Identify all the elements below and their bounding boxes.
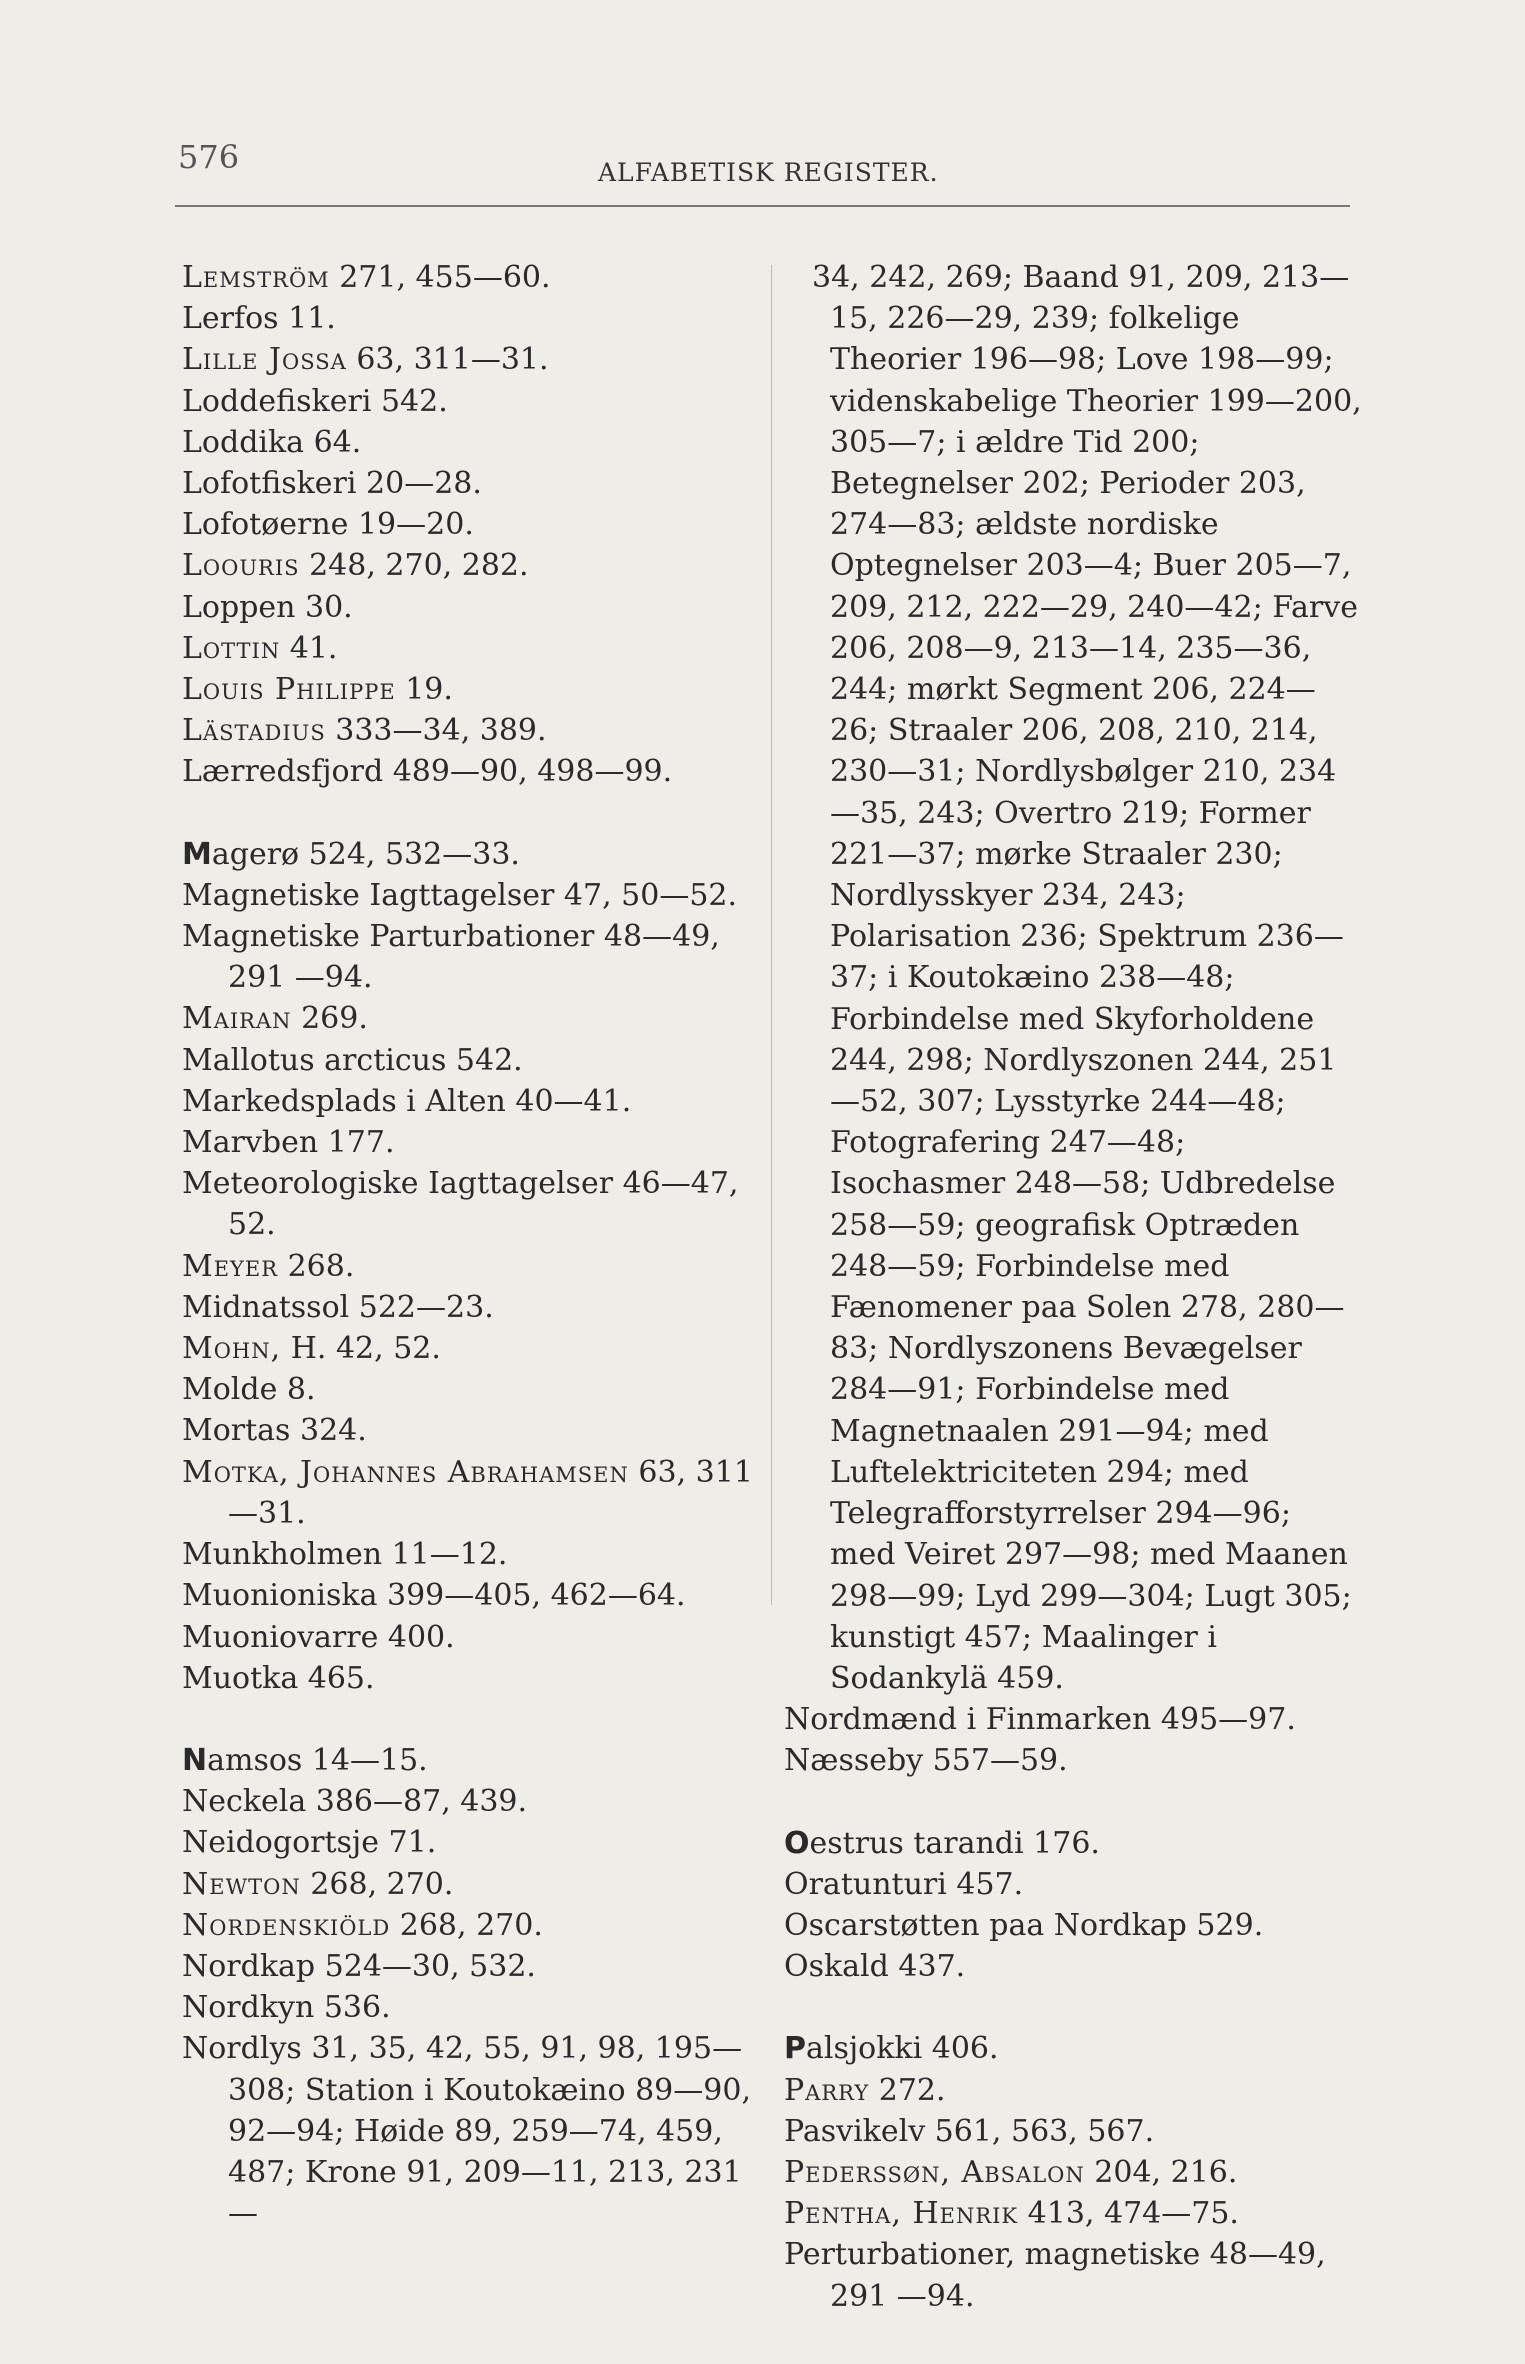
entry-pages: 271, 455—60. bbox=[329, 260, 551, 295]
entry-name: Pentha, Henrik bbox=[784, 2196, 1019, 2232]
index-entry bbox=[182, 463, 762, 504]
entry-text: Lofotøerne 19—20. bbox=[182, 507, 474, 543]
entry-text: Nordkyn 536. bbox=[182, 1990, 391, 2026]
index-entry bbox=[182, 1534, 762, 1575]
index-entry bbox=[182, 1328, 762, 1369]
section-gap bbox=[182, 1699, 762, 1740]
entry-name: Lemström bbox=[182, 260, 330, 295]
index-entry bbox=[182, 545, 762, 586]
entry-text: agerø 524, 532—33. bbox=[211, 836, 520, 872]
index-entry bbox=[182, 1987, 762, 2028]
entry-text: 34, 242, 269; Baand 91, 209, 213—15, 226—29, 239; folkelige Theorier 196—98; Love 198—99; videnskabelige Theorier 199—200, 305—7; i ældre Tid 200; Betegnelser 202; Perioder 203, 274—83; ældste nordiske Optegnelser 203—4; Buer 205—7, 209, 212, 222—29, 240—42; Farve 206, 208—9, 213—14, 235—36, 244; mørkt Segment 206, 224—26; Straaler 206, 208, 210, 214, 230—31; Nordlysbølger 210, 234—35, 243; Overtro 219; Former 221—37; mørke Straaler 230; Nordlysskyer 234, 243; Polarisation 236; Spektrum 236—37; i Koutokæino 238—48; Forbindelse med Skyforholdene 244, 298; Nordlyszonen 244, 251—52, 307; Lysstyrke 244—48; Fotografering 247—48; Isochasmer 248—58; Udbredelse 258—59; geografisk Optræden 248—59; Forbindelse med Fænomener paa Solen 278, 280—83; Nordlyszonens Bevægelser 284—91; Forbindelse med Magnetnaalen 291—94; med Luftelektriciteten 294; med Telegrafforstyrrelser 294—96; med Veiret 297—98; med Maanen 298—99; Lyd 299—304; Lugt 305; kunstigt 457; Maalinger i Sodankylä 459. bbox=[812, 260, 1362, 1696]
column-divider bbox=[771, 265, 772, 1605]
entry-pages: 248, 270, 282. bbox=[299, 548, 529, 584]
index-entry bbox=[182, 1287, 762, 1328]
entry-name: Lille Jossa bbox=[182, 342, 347, 378]
index-entry bbox=[182, 1740, 762, 1781]
entry-name: Parry bbox=[784, 2072, 870, 2108]
index-entry bbox=[182, 422, 762, 463]
entry-text: Mortas 324. bbox=[182, 1413, 367, 1449]
index-entry bbox=[182, 1081, 762, 1122]
index-entry bbox=[182, 998, 762, 1039]
index-entry bbox=[182, 710, 762, 751]
index-entry bbox=[182, 1040, 762, 1081]
entry-pages: 268, 270. bbox=[390, 1907, 543, 1943]
section-gap bbox=[182, 793, 762, 834]
entry-text: Mallotus arcticus 542. bbox=[182, 1042, 523, 1078]
index-entry bbox=[784, 2152, 1364, 2193]
entry-text: Midnatssol 522—23. bbox=[182, 1289, 494, 1325]
index-entry bbox=[784, 1905, 1364, 1946]
index-entry bbox=[182, 381, 762, 422]
entry-name: Pederssøn, Absalon bbox=[784, 2154, 1085, 2190]
entry-text: estrus tarandi 176. bbox=[809, 1825, 1100, 1861]
entry-pages: 41. bbox=[280, 630, 338, 666]
entry-initial: P bbox=[784, 2031, 806, 2067]
index-entry bbox=[784, 2111, 1364, 2152]
index-entry bbox=[182, 834, 762, 875]
entry-text: Nordlys 31, 35, 42, 55, 91, 98, 195—308; Station i Koutokæino 89—90, 92—94; Høide 89, 259—74, 459, 487; Krone 91, 209—11, 213, 231— bbox=[182, 2031, 751, 2232]
index-entry bbox=[182, 339, 762, 380]
index-entry bbox=[182, 1781, 762, 1822]
index-entry bbox=[182, 1864, 762, 1905]
index-entry bbox=[182, 1122, 762, 1163]
entry-pages: 268. bbox=[278, 1248, 355, 1284]
entry-pages: 413, 474—75. bbox=[1018, 2196, 1239, 2232]
entry-text: Neckela 386—87, 439. bbox=[182, 1784, 528, 1820]
entry-text: Markedsplads i Alten 40—41. bbox=[182, 1083, 632, 1119]
entry-name: Loouris bbox=[182, 548, 300, 584]
entry-pages: 333—34, 389. bbox=[325, 713, 547, 749]
entry-text: Loppen 30. bbox=[182, 589, 353, 625]
index-entry bbox=[784, 1740, 1364, 1781]
entry-name: Meyer bbox=[182, 1248, 279, 1284]
entry-name: Mairan bbox=[182, 1001, 292, 1037]
index-entry bbox=[784, 1946, 1364, 1987]
index-entry bbox=[182, 1946, 762, 1987]
section-gap bbox=[784, 1782, 1364, 1823]
entry-initial: M bbox=[182, 836, 212, 872]
index-entry bbox=[784, 1699, 1364, 1740]
index-entry bbox=[182, 669, 762, 710]
entry-text: Nordkap 524—30, 532. bbox=[182, 1948, 536, 1984]
index-column-right bbox=[784, 257, 1364, 2317]
index-entry bbox=[182, 875, 762, 916]
index-entry bbox=[182, 587, 762, 628]
index-entry bbox=[182, 751, 762, 792]
index-entry bbox=[182, 1369, 762, 1410]
entry-name: Motka, Johannes Abrahamsen bbox=[182, 1454, 629, 1490]
entry-text: Perturbationer, magnetiske 48—49, 291 —94. bbox=[784, 2237, 1326, 2314]
entry-initial: O bbox=[784, 1825, 810, 1861]
entry-text: Oratunturi 457. bbox=[784, 1866, 1024, 1902]
entry-pages: 63, 311 —31. bbox=[228, 1454, 753, 1531]
index-entry bbox=[784, 2028, 1364, 2069]
entry-text: Loddika 64. bbox=[182, 424, 362, 460]
entry-pages: H. 42, 52. bbox=[281, 1331, 441, 1367]
entry-text: Magnetiske Iagttagelser 47, 50—52. bbox=[182, 877, 738, 913]
entry-name: Newton bbox=[182, 1866, 301, 1902]
entry-pages: 272. bbox=[869, 2072, 946, 2108]
entry-text: Meteorologiske Iagttagelser 46—47, 52. bbox=[182, 1166, 739, 1243]
entry-text: Molde 8. bbox=[182, 1372, 316, 1408]
index-entry bbox=[182, 1617, 762, 1658]
running-head: ALFABETISK REGISTER. bbox=[598, 158, 939, 187]
entry-text: Lærredsfjord 489—90, 498—99. bbox=[182, 754, 673, 790]
entry-text: Neidogortsje 71. bbox=[182, 1825, 437, 1861]
entry-name: Mohn, bbox=[182, 1331, 282, 1367]
entry-pages: 19. bbox=[395, 672, 453, 708]
index-entry bbox=[182, 1905, 762, 1946]
index-entry bbox=[182, 257, 762, 298]
index-entry bbox=[182, 2028, 762, 2234]
entry-text: Marvben 177. bbox=[182, 1125, 395, 1161]
index-entry bbox=[784, 2234, 1364, 2316]
entry-name: Lottin bbox=[182, 630, 281, 666]
entry-text: Muotka 465. bbox=[182, 1660, 375, 1696]
index-entry bbox=[182, 628, 762, 669]
entry-text: Oskald 437. bbox=[784, 1949, 966, 1985]
entry-text: Muoniovarre 400. bbox=[182, 1619, 455, 1655]
index-column-left bbox=[182, 257, 762, 2234]
entry-pages: 268, 270. bbox=[300, 1866, 454, 1902]
entry-text: Loddefiskeri 542. bbox=[182, 383, 448, 419]
index-entry bbox=[784, 1864, 1364, 1905]
index-entry bbox=[182, 504, 762, 545]
entry-text: Lerfos 11. bbox=[182, 301, 336, 337]
entry-name: Lästadius bbox=[182, 713, 326, 749]
entry-text: Nordmænd i Finmarken 495—97. bbox=[784, 1702, 1296, 1738]
index-entry bbox=[784, 1823, 1364, 1864]
index-entry bbox=[784, 2193, 1364, 2234]
index-entry bbox=[182, 1658, 762, 1699]
section-gap bbox=[784, 1987, 1364, 2028]
entry-text: Lofotfiskeri 20—28. bbox=[182, 466, 482, 502]
entry-pages: 269. bbox=[291, 1001, 368, 1037]
index-entry bbox=[182, 1822, 762, 1863]
entry-initial: N bbox=[182, 1742, 208, 1778]
entry-name: Nordenskiöld bbox=[182, 1907, 391, 1943]
entry-text: Munkholmen 11—12. bbox=[182, 1537, 508, 1573]
entry-text: Pasvikelv 561, 563, 567. bbox=[784, 2113, 1155, 2149]
entry-text: Magnetiske Parturbationer 48—49, 291 —94. bbox=[182, 919, 720, 996]
index-entry bbox=[182, 1452, 762, 1534]
page-number: 576 bbox=[178, 138, 240, 176]
index-entry bbox=[182, 298, 762, 339]
index-entry bbox=[182, 1163, 762, 1245]
entry-name: Louis Philippe bbox=[182, 672, 396, 708]
entry-text: Næsseby 557—59. bbox=[784, 1743, 1068, 1779]
index-entry bbox=[182, 1246, 762, 1287]
index-entry bbox=[784, 257, 1364, 1699]
header-rule bbox=[175, 205, 1350, 207]
entry-pages: 204, 216. bbox=[1084, 2154, 1238, 2190]
index-entry bbox=[182, 916, 762, 998]
entry-pages: 63, 311—31. bbox=[346, 342, 549, 378]
entry-text: Oscarstøtten paa Nordkap 529. bbox=[784, 1907, 1264, 1943]
entry-text: alsjokki 406. bbox=[806, 2031, 999, 2067]
entry-text: amsos 14—15. bbox=[207, 1742, 428, 1778]
index-entry bbox=[182, 1575, 762, 1616]
entry-text: Muonioniska 399—405, 462—64. bbox=[182, 1578, 686, 1614]
index-entry bbox=[784, 2070, 1364, 2111]
index-entry bbox=[182, 1410, 762, 1451]
